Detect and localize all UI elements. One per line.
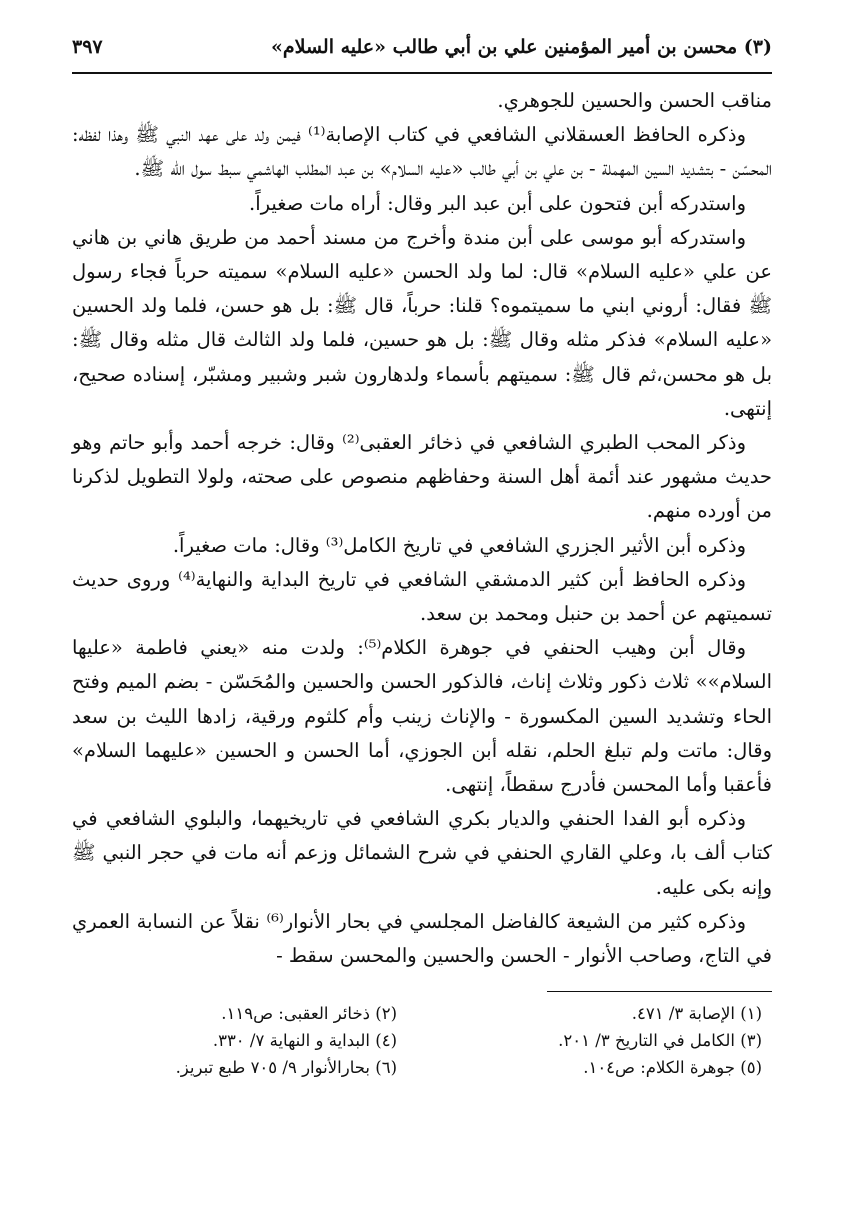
footnotes [72,1000,772,1081]
running-header [72,28,772,74]
paragraph: وذكر المحب الطبري الشافعي في ذخائر العقبى⁽²⁾ وقال: خرجه أحمد وأبو حاتم وهو حديث مشهور عند أئمة أهل السنة وحفاظهم منصوص على صحته، ولولا التطويل لذكرنا من أورده منهم. [72,431,772,523]
body-text [72,84,772,973]
paragraph: واستدركه أبو موسى على أبن مندة وأخرج من مسند أحمد من طريق هاني بن هاني عن علي «عليه السلام» قال: لما ولد الحسن «عليه السلام» سميته حرباً فجاء رسول ﷺ فقال: أروني ابني ما سميتموه؟ قلنا: حرباً، قال ﷺ: بل هو حسن، فلما ولد الحسين «عليه السلام» فذكر مثله وقال ﷺ: بل هو حسين، فلما ولد الثالث قال مثله وقال ﷺ: بل هو محسن،ثم قال ﷺ: سميتهم بأسماء ولدهارون شبر وشبير ومشبّر، إسناده صحيح، إنتهى. [72,225,772,420]
paragraph: واستدركه أبن فتحون على أبن عبد البر وقال: أراه مات صغيراً. [249,191,746,215]
paragraph: وذكره أبو الفدا الحنفي والديار بكري الشافعي في تاريخيهما، والبلوي الشافعي في كتاب ألف با، وعلي القاري الحنفي في شرح الشمائل وزعم أنه مات في حجر النبي ﷺ وإنه بكى عليه. [72,807,772,899]
footnote: (١) الإصابة ٣/ ٤٧١. [631,1004,762,1024]
footnote: (٤) البداية و النهاية ٧/ ٣٣٠. [212,1031,397,1051]
paragraph: وذكره الحافظ العسقلاني الشافعي في كتاب الإصابة⁽¹⁾ فيمن ولد على عهد النبي ﷺ وهذا لفظه: المحسّن - بتشديد السين المهملة - بن علي بن أبي طالب «عليه السلام» بن عبد المطلب الهاشمي سبط سول الله ﷺ. [72,123,772,181]
paragraph: مناقب الحسن والحسين للجوهري. [497,89,772,112]
footnote: (٢) ذخائر العقبى: ص١١٩. [221,1004,397,1024]
paragraph: وذكره أبن الأثير الجزري الشافعي في تاريخ الكامل⁽³⁾ وقال: مات صغيراً. [172,533,746,557]
footnote-divider [547,991,772,992]
header-title: (٣) محسن بن أمير المؤمنين علي بن أبي طالب «عليه السلام» [270,36,772,58]
paragraph: وذكره الحافظ أبن كثير الدمشقي الشافعي في تاريخ البداية والنهاية⁽⁴⁾ وروى حديث تسميتهم عن أحمد بن حنبل ومحمد بن سعد. [72,567,772,626]
paragraph: وذكره كثير من الشيعة كالفاضل المجلسي في بحار الأنوار⁽⁶⁾ نقلاً عن النسابة العمري في التاج، وصاحب الأنوار - الحسن والحسين والمحسن سقط - [72,909,772,968]
footnote: (٣) الكامل في التاريخ ٣/ ٢٠١. [558,1031,762,1051]
book-page [72,28,772,1081]
page-number: ٣٩٧ [72,36,103,58]
footnote: (٥) جوهرة الكلام: ص١٠٤. [583,1058,762,1078]
paragraph: وقال أبن وهيب الحنفي في جوهرة الكلام⁽⁵⁾: ولدت منه «يعني فاطمة «عليها السلام»» ثلاث ذكور وثلاث إناث، فالذكور الحسن والحسين والمُحَسّن - بضم الميم وفتح الحاء وتشديد السين المكسورة - والإناث زينب وأم كلثوم ورقية، زادها الليث بن سعد وقال: ماتت ولم تبلغ الحلم، نقله أبن الجوزي، أما الحسن و الحسين «عليهما السلام» فأعقبا وأما المحسن فأدرج سقطاً، إنتهى. [72,636,772,797]
footnote: (٦) بحارالأنوار ٩/ ٧٠٥ طبع تبريز. [175,1058,397,1078]
